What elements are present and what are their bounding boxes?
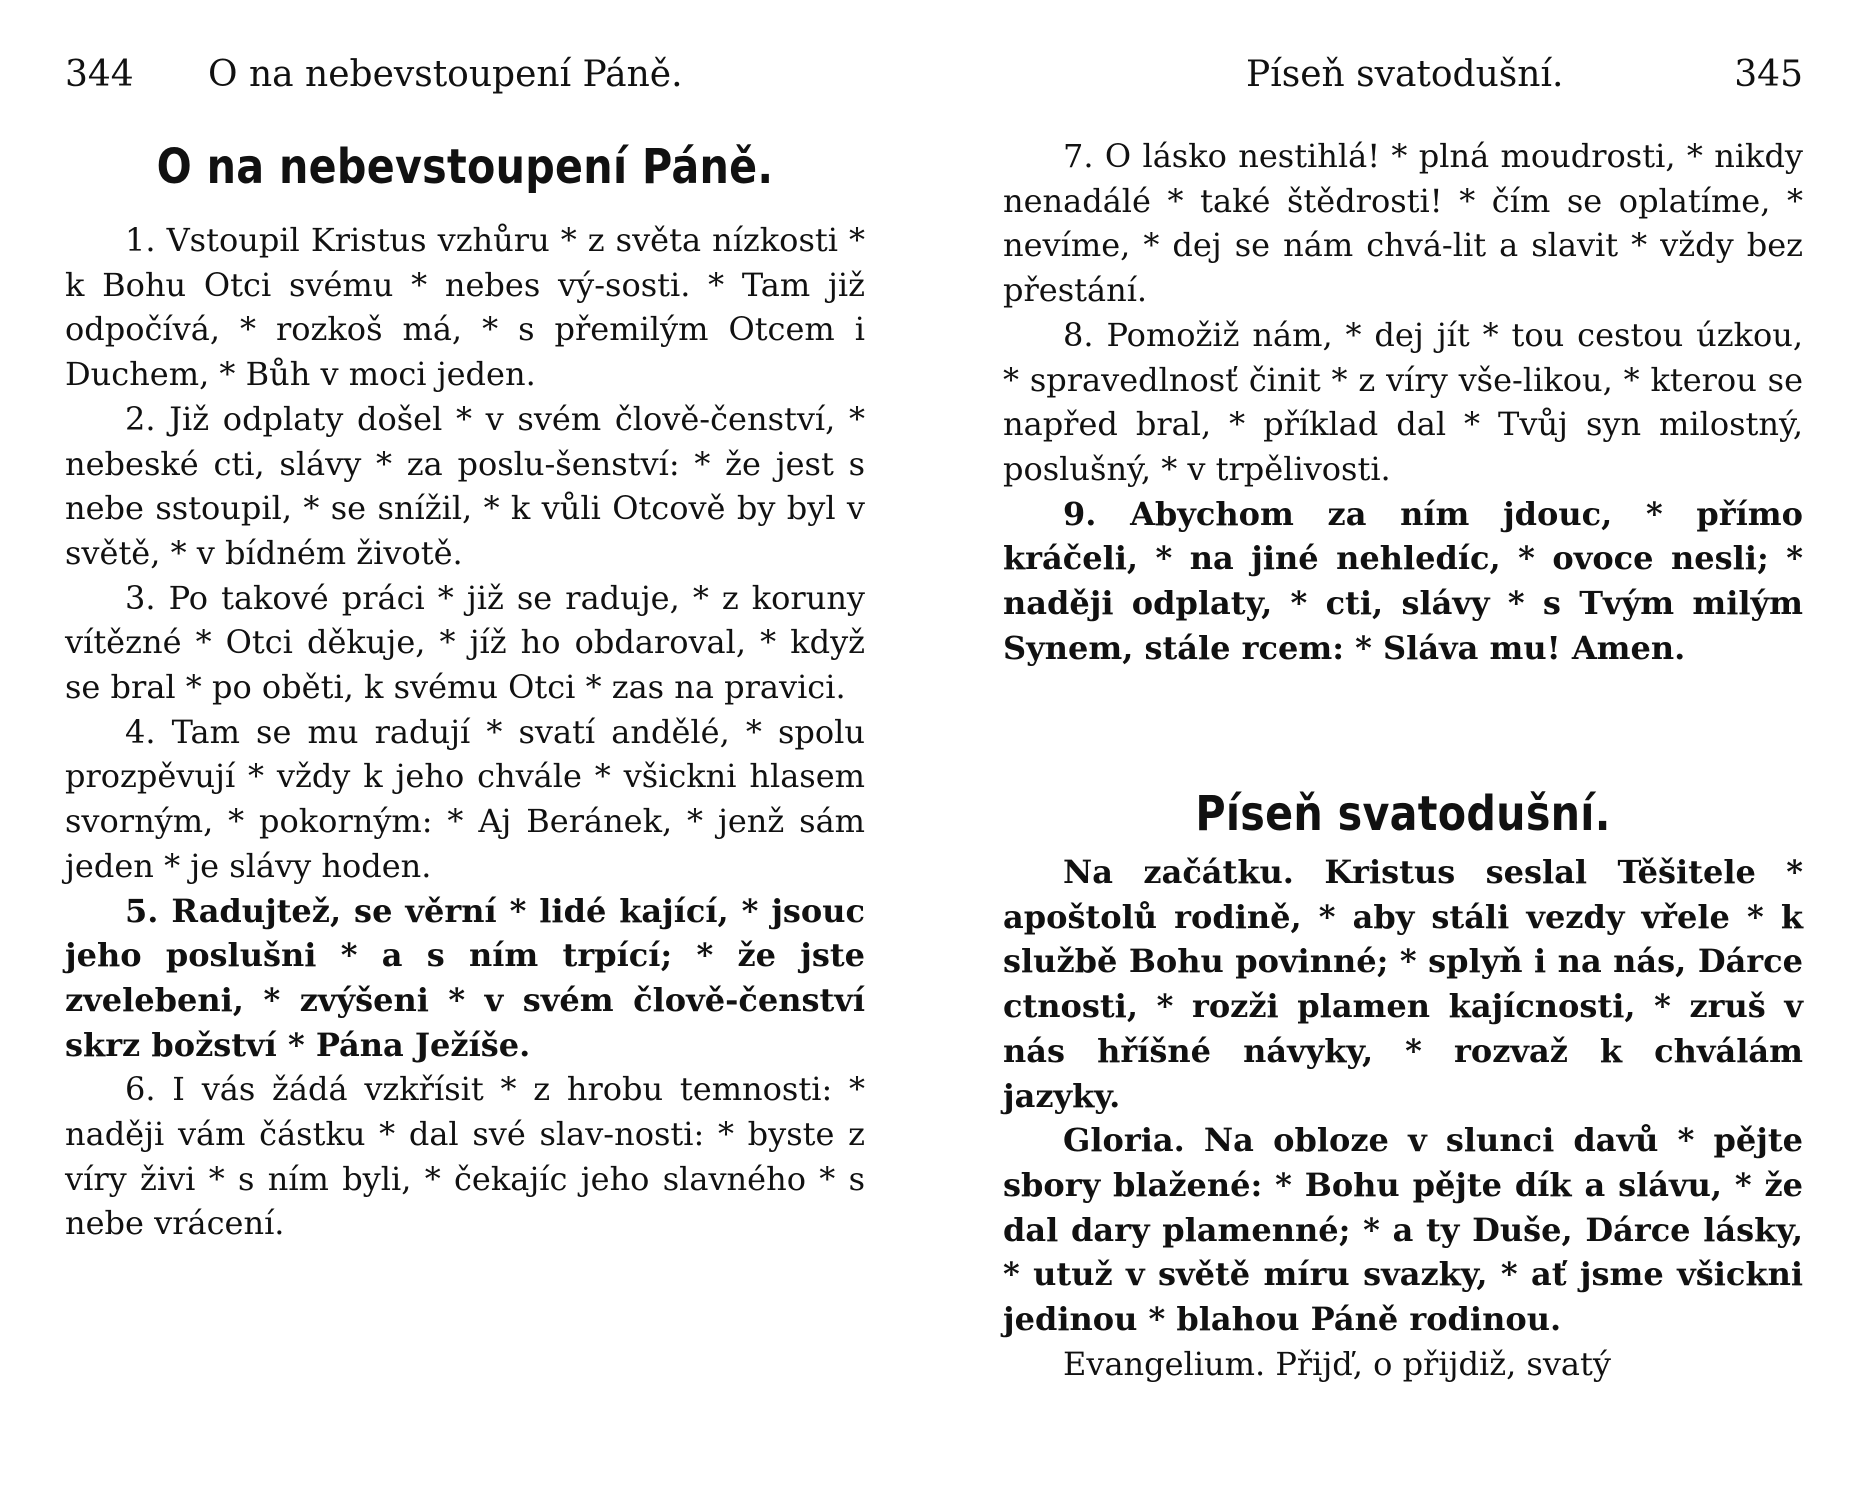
- left-running-header: [65, 50, 865, 100]
- left-running-title: O na nebevstoupení Páně.: [208, 54, 683, 95]
- verse-4: 4. Tam se mu radují * svatí andělé, * spolu prozpěvují * vždy k jeho chvále * všickni hlasem svorným, * pokorným: * Aj Beránek, * jenž sám jeden * je slávy hoden.: [65, 712, 865, 885]
- verse-5: 5. Radujtež, se věrní * lidé kající, * jsouc jeho poslušni * a s ním trpící; * že jste zvelebeni, * zvýšeni * v svém člově-čenství skrz božství * Pána Ježíše.: [65, 891, 865, 1064]
- verse-8: 8. Pomožiž nám, * dej jít * tou cestou úzkou, * spravedlnosť činit * z víry vše-likou, * kterou se napřed bral, * příklad dal * Tvůj syn milostný, poslušný, * v trpělivosti.: [1003, 315, 1803, 488]
- hymn-paragraph-beginning: Na začátku. Kristus seslal Těšitele * apoštolů rodině, * aby stáli vezdy vřele * k službě Bohu povinné; * splyň i na nás, Dárce ctnosti, * rozži plamen kajícnosti, * zruš v nás hříšné návyky, * rozvaž k chválám jazyky.: [1003, 853, 1803, 1115]
- left-page: [65, 0, 865, 1500]
- right-verses-block: [1003, 134, 1803, 670]
- verse-3: 3. Po takové práci * již se raduje, * z koruny vítězné * Otci děkuje, * jíž ho obdaroval, * když se bral * po oběti, k svému Otci * zas na pravici.: [65, 578, 865, 707]
- right-running-header: [1003, 50, 1803, 100]
- verse-6: 6. I vás žádá vzkřísit * z hrobu temnosti: * naději vám částku * dal své slav-nosti: * byste z víry živi * s ním byli, * čekajíc jeho slavného * s nebe vrácení.: [65, 1070, 865, 1243]
- verse-9: 9. Abychom za ním jdouc, * přímo kráčeli, * na jiné nehledíc, * ovoce nesli; * naději odplaty, * cti, slávy * s Tvým milým Synem, stále rcem: * Sláva mu! Amen.: [1003, 494, 1803, 667]
- verse-2: 2. Již odplaty došel * v svém člově-čenství, * nebeské cti, slávy * za poslu-šenství: * že jest s nebe sstoupil, * se snížil, * k vůli Otcově by byl v světě, * v bídném životě.: [65, 399, 865, 572]
- section-title-pentecost: Píseň svatodušní.: [1195, 786, 1611, 842]
- left-text-block: [65, 218, 865, 1246]
- left-page-number: 344: [65, 54, 134, 95]
- right-page-number: 345: [1734, 54, 1803, 95]
- hymn-paragraph-gloria: Gloria. Na obloze v slunci davů * pějte sbory blažené: * Bohu pějte dík a slávu, * že dal dary plamenné; * a ty Duše, Dárce lásky, * utuž v světě míru svazky, * ať jsme všickni jedinou * blahou Páně rodinou.: [1003, 1121, 1803, 1339]
- right-hymn-block: [1003, 850, 1803, 1386]
- verse-7: 7. O lásko nestihlá! * plná moudrosti, * nikdy nenadálé * také štědrosti! * čím se oplatíme, * nevíme, * dej se nám chvá-lit a slavit * vždy bez přestání.: [1003, 137, 1803, 310]
- right-running-title: Píseň svatodušní.: [1246, 54, 1564, 95]
- verse-1: 1. Vstoupil Kristus vzhůru * z světa nízkosti * k Bohu Otci svému * nebes vý-sosti. * Tam již odpočívá, * rozkoš má, * s přemilým Otcem i Duchem, * Bůh v moci jeden.: [65, 221, 865, 394]
- right-page: [1003, 0, 1803, 1500]
- hymn-paragraph-evangelium: Evangelium. Přijď, o přijdiž, svatý: [1063, 1344, 1611, 1383]
- section-title-ascension: O na nebevstoupení Páně.: [156, 139, 774, 195]
